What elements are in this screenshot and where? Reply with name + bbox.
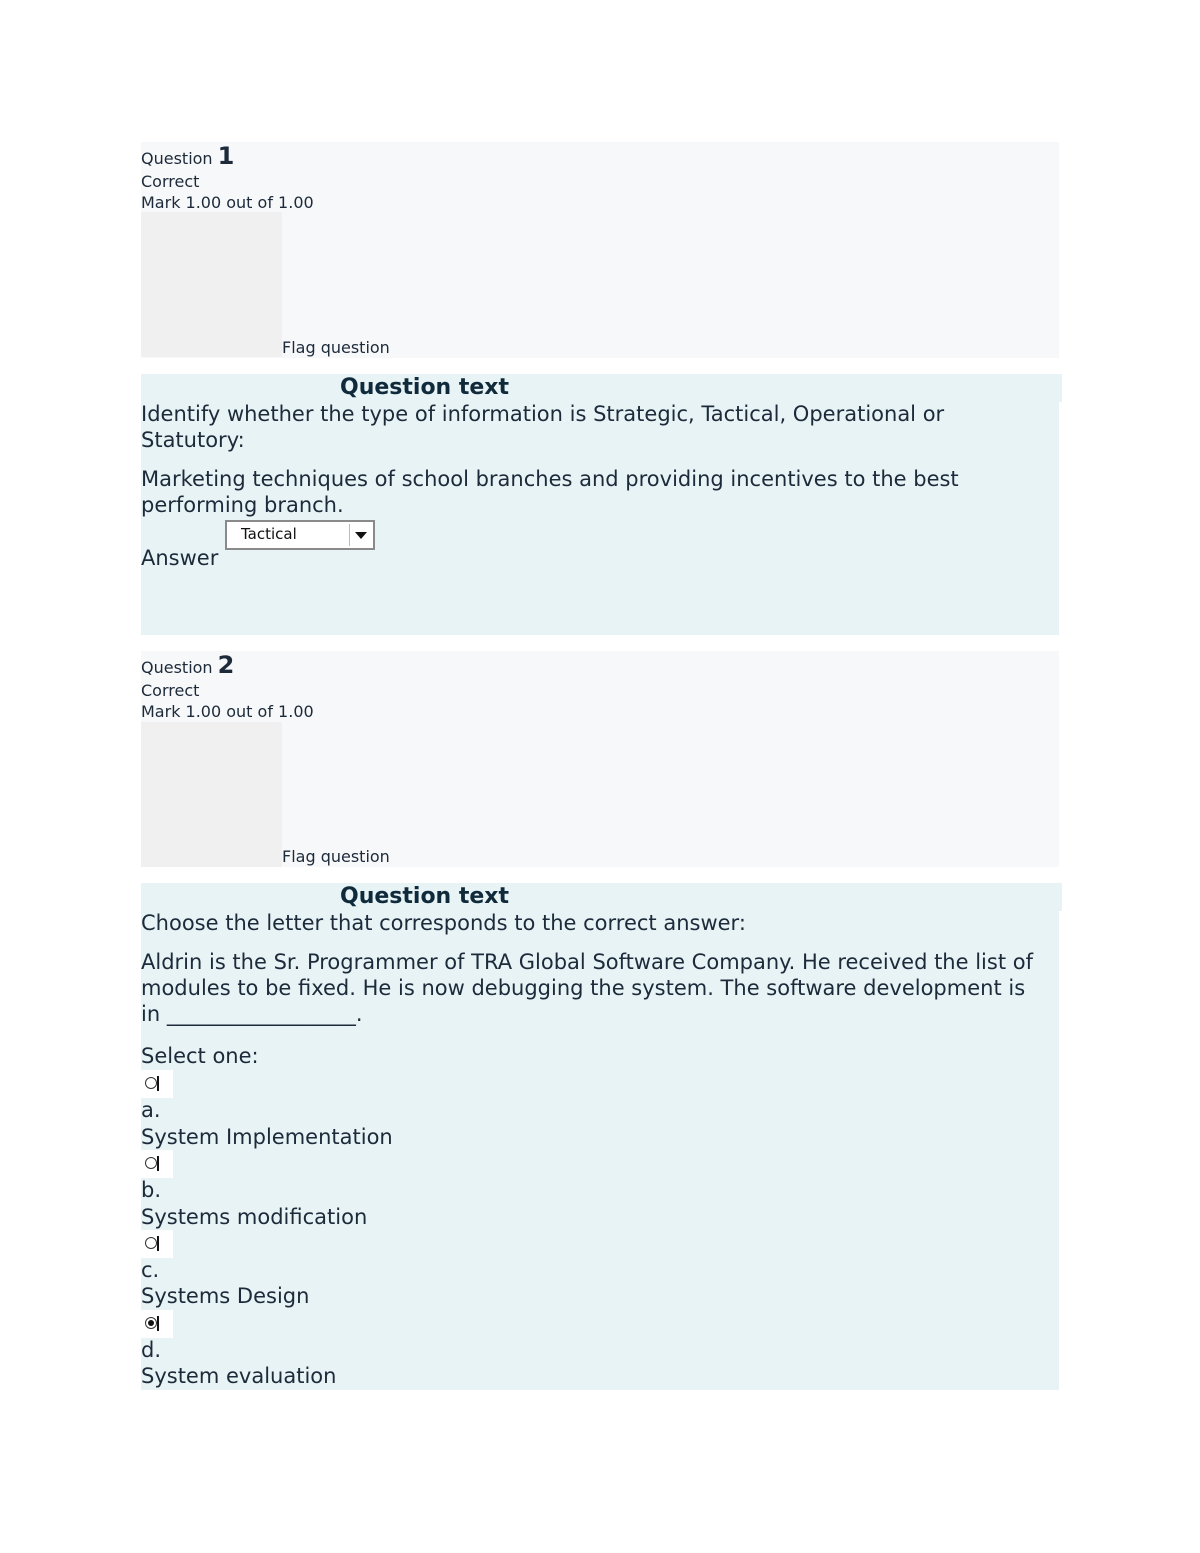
question-1-info [141, 142, 1059, 358]
option-d-radio[interactable] [141, 1310, 173, 1338]
question-2-content [141, 883, 1059, 1390]
question-2-info [141, 651, 1059, 867]
radio-bar [157, 1076, 159, 1091]
question-number-value: 1 [217, 142, 235, 170]
flag-question-link[interactable]: Flag question [282, 338, 390, 357]
question-label: Question [141, 658, 213, 677]
radio-bar [157, 1236, 159, 1251]
question-text-heading: Question text [340, 883, 1062, 911]
question-number [141, 651, 235, 679]
radio-icon [145, 1077, 157, 1089]
question-text-heading: Question text [340, 374, 1062, 402]
question-state: Correct [141, 172, 200, 191]
question-number-value: 2 [217, 651, 235, 679]
radio-dot [148, 1320, 154, 1326]
answer-select[interactable] [225, 520, 375, 550]
radio-icon [145, 1157, 157, 1169]
question-number [141, 142, 235, 170]
option-a-letter: a. [141, 1098, 161, 1122]
question-label: Question [141, 149, 213, 168]
option-d-letter: d. [141, 1338, 162, 1362]
flag-question-link[interactable]: Flag question [282, 847, 390, 866]
option-b-letter: b. [141, 1178, 162, 1202]
option-d-text[interactable]: System evaluation [141, 1364, 337, 1388]
option-a-radio[interactable] [141, 1070, 173, 1098]
question-body: Aldrin is the Sr. Programmer of TRA Global Software Company. He received the list of modules to be fixed. He is now debugging the system. The software development is in __________________. [141, 950, 1033, 1026]
answer-select-value: Tactical [241, 525, 297, 543]
option-b-radio[interactable] [141, 1150, 173, 1178]
radio-bar [157, 1156, 159, 1171]
question-prompt: Identify whether the type of information is Strategic, Tactical, Operational or Statutory: [141, 402, 945, 452]
question-1-content [141, 374, 1059, 635]
question-grade: Mark 1.00 out of 1.00 [141, 702, 314, 721]
option-c-text[interactable]: Systems Design [141, 1284, 310, 1308]
radio-icon [145, 1237, 157, 1249]
select-one-label: Select one: [141, 1044, 259, 1068]
option-b-text[interactable]: Systems modification [141, 1205, 368, 1229]
question-grade: Mark 1.00 out of 1.00 [141, 193, 314, 212]
answer-label: Answer [141, 546, 219, 570]
flag-icon[interactable] [141, 722, 282, 867]
chevron-down-icon[interactable] [349, 524, 371, 546]
question-body: Marketing techniques of school branches and providing incentives to the best performing branch. [141, 467, 959, 517]
option-a-text[interactable]: System Implementation [141, 1125, 393, 1149]
flag-icon[interactable] [141, 212, 282, 357]
option-c-letter: c. [141, 1258, 160, 1282]
question-prompt: Choose the letter that corresponds to the correct answer: [141, 911, 746, 935]
radio-bar [157, 1316, 159, 1331]
option-c-radio[interactable] [141, 1230, 173, 1258]
question-state: Correct [141, 681, 200, 700]
